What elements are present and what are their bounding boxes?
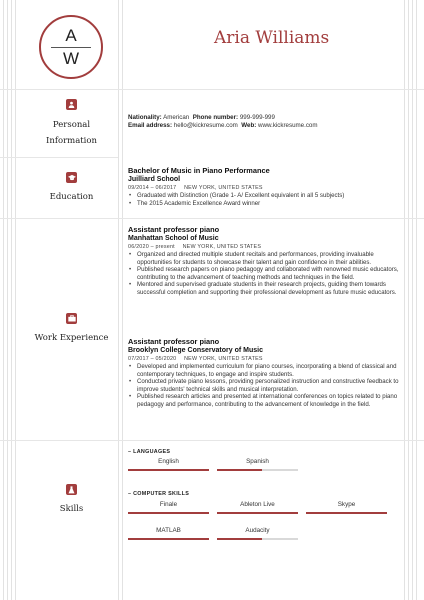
skill-bar-fill <box>217 538 262 540</box>
list-item: • Mentored and supervised graduate students in their research projects, guiding them towards successful completion and supporting their professional development as future music educators. <box>128 281 403 296</box>
job-bullets <box>128 251 403 297</box>
list-item: • The 2015 Academic Excellence Award winner <box>128 200 403 208</box>
decorative-line <box>11 0 12 600</box>
web-label: Web: <box>241 122 257 129</box>
section-title-skills: Skills <box>59 504 84 514</box>
monogram-divider <box>51 47 91 48</box>
skill-name: Skype <box>337 501 356 508</box>
monogram-initial-last: W <box>62 48 80 68</box>
education-meta <box>128 184 403 192</box>
personal-line-1 <box>128 114 403 122</box>
skill-bar-fill <box>128 469 209 471</box>
skill-ableton-live <box>217 501 298 514</box>
decorative-line <box>15 0 16 600</box>
section-title-experience: Work Experience <box>34 333 109 343</box>
skill-audacity <box>217 527 298 540</box>
email-label: Email address: <box>128 122 173 129</box>
job-location: NEW YORK, UNITED STATES <box>182 244 262 250</box>
section-divider <box>0 218 424 219</box>
personal-details <box>128 114 403 130</box>
list-item: • Graduated with Distinction (Grade 1- A/ Excellent equivalent in all 5 subjects) <box>128 192 403 200</box>
header-divider <box>0 89 424 90</box>
education-dates: 09/2014 – 06/2017 <box>128 185 177 191</box>
job-meta <box>128 243 403 251</box>
job-location: NEW YORK, UNITED STATES <box>184 356 263 362</box>
decorative-line <box>412 0 413 600</box>
skill-name: MATLAB <box>156 527 181 534</box>
candidate-name: Aria Williams <box>214 28 330 48</box>
skill-bar-fill <box>128 538 209 540</box>
skill-bar <box>128 538 209 540</box>
skill-bar <box>128 469 209 471</box>
list-item: • Organized and directed multiple student recitals and performances, providing invaluable opportunities for students to showcase their talent and gain confidence in their abilities. <box>128 251 403 266</box>
job-title: Assistant professor piano <box>128 225 220 234</box>
job-meta <box>128 355 403 363</box>
skill-bar-fill <box>217 469 262 471</box>
person-icon <box>66 99 77 110</box>
briefcase-icon <box>66 313 77 324</box>
email-value[interactable]: hello@kickresume.com <box>173 122 238 129</box>
education-location: NEW YORK, UNITED STATES <box>184 185 263 191</box>
languages-heading: – LANGUAGES <box>128 449 171 455</box>
section-title-education: Education <box>49 192 94 202</box>
phone-label: Phone number: <box>192 114 239 121</box>
list-item: • Conducted private piano lessons, providing personalized instruction and constructive feedback to improve students' technical skills and musical interpretation. <box>128 378 403 393</box>
monogram-initial-first: A <box>65 25 77 45</box>
phone-value: 999-999-999 <box>239 114 275 121</box>
employer-name: Manhattan School of Music <box>128 235 219 242</box>
section-title-personal <box>20 117 123 149</box>
education-bullets <box>128 192 403 207</box>
nationality-label: Nationality: <box>128 114 162 121</box>
skill-bar <box>128 512 209 514</box>
list-item: • Developed and implemented curriculum for piano courses, incorporating a blend of classical and contemporary techniques, to engage and inspire students. <box>128 363 403 378</box>
skill-matlab <box>128 527 209 540</box>
skill-name: English <box>158 458 179 465</box>
decorative-line <box>416 0 417 600</box>
skill-bar <box>217 512 298 514</box>
section-divider <box>0 440 424 441</box>
job-dates: 07/2017 – 05/2020 <box>128 356 177 362</box>
monogram <box>39 15 103 79</box>
skill-finale <box>128 501 209 514</box>
job-dates: 06/2020 – present <box>128 244 175 250</box>
skill-bar <box>217 538 298 540</box>
skill-name: Ableton Live <box>240 501 275 508</box>
computer-skills-heading: – COMPUTER SKILLS <box>128 491 190 497</box>
skill-bar-fill <box>306 512 387 514</box>
decorative-line <box>3 0 4 600</box>
degree-title: Bachelor of Music in Piano Performance <box>128 166 270 175</box>
skill-name: Audacity <box>245 527 270 534</box>
graduation-cap-icon <box>66 172 77 183</box>
job-entry-2 <box>128 337 403 409</box>
list-item: • Published research articles and presented at international conferences on topics related to piano pedagogy and performance, contributing to the advancement of knowledge in the field. <box>128 393 403 408</box>
section-title-line: Personal <box>52 120 91 130</box>
job-title: Assistant professor piano <box>128 337 220 346</box>
section-title-line: Information <box>45 136 97 146</box>
skill-spanish <box>217 458 298 471</box>
decorative-line <box>408 0 409 600</box>
skill-skype <box>306 501 387 514</box>
section-divider <box>0 157 118 158</box>
job-entry-1 <box>128 225 403 297</box>
skill-english <box>128 458 209 471</box>
skill-bar <box>217 469 298 471</box>
flask-icon <box>66 484 77 495</box>
skill-bar-fill <box>217 512 298 514</box>
skill-bar-fill <box>128 512 209 514</box>
skill-bar <box>306 512 387 514</box>
nationality-value: American <box>163 114 190 121</box>
decorative-line <box>7 0 8 600</box>
skill-name: Spanish <box>246 458 269 465</box>
personal-line-2 <box>128 122 403 130</box>
list-item: • Published research papers on piano pedagogy and collaborated with renowned music educators, contributing to the advancement of teaching methods and techniques in the field. <box>128 266 403 281</box>
employer-name: Brooklyn College Conservatory of Music <box>128 347 263 354</box>
school-name: Juilliard School <box>128 176 181 183</box>
skill-name: Finale <box>159 501 178 508</box>
decorative-line <box>404 0 405 600</box>
job-bullets <box>128 363 403 409</box>
web-value[interactable]: www.kickresume.com <box>258 122 318 129</box>
education-entry <box>128 166 403 207</box>
